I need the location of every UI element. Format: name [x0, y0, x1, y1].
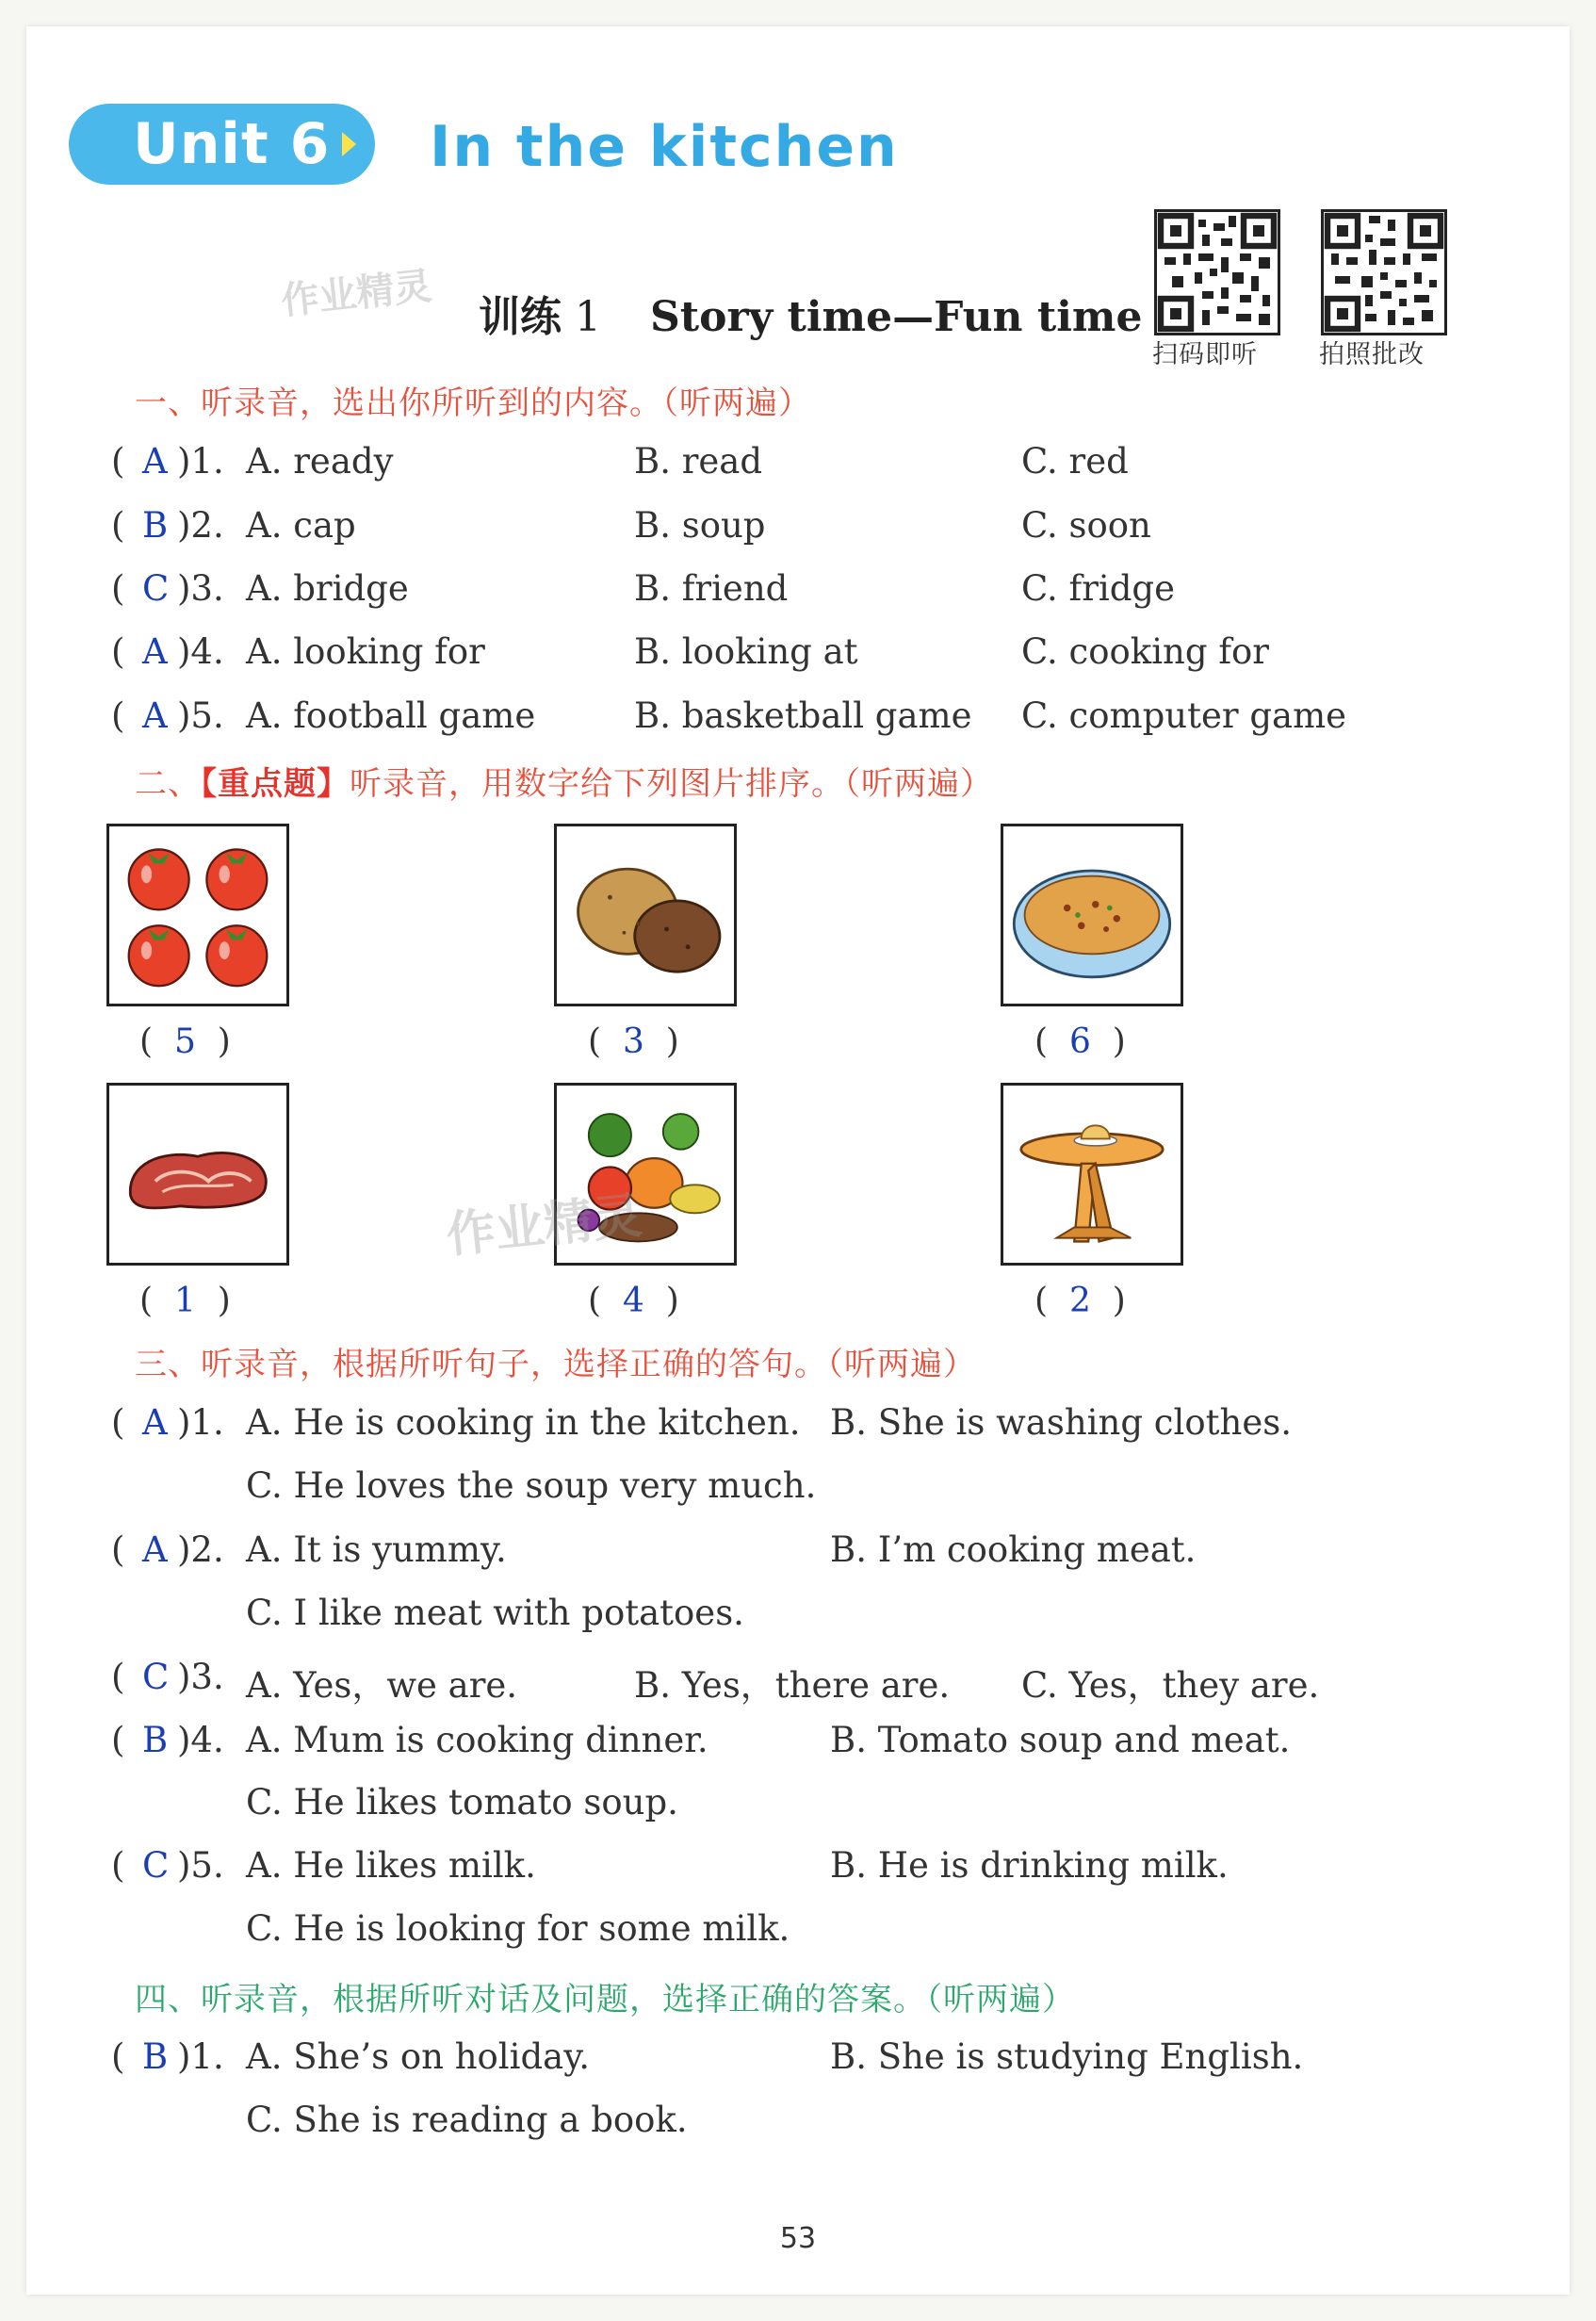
answer-mark: A — [142, 1529, 168, 1570]
option-a: A. He likes milk. — [246, 1845, 536, 1886]
unit-title: In the kitchen — [430, 114, 899, 180]
answer-mark: C — [142, 1845, 170, 1886]
open-paren: ( — [111, 1657, 125, 1697]
option-b: B. She is washing clothes. — [830, 1402, 1292, 1443]
answer-mark: C — [142, 568, 170, 609]
question-number: )5. — [177, 1845, 224, 1886]
qr-code-listen-icon[interactable] — [1154, 209, 1280, 335]
answer-mark: A — [142, 441, 168, 482]
option-b: B. Yes，there are. — [634, 1665, 951, 1706]
option-a: A. bridge — [246, 568, 409, 609]
option-c: C. He loves the soup very much. — [246, 1465, 817, 1506]
question-number: )4. — [177, 1720, 224, 1760]
option-c: C. red — [1021, 441, 1129, 482]
option-c: C. cooking for — [1021, 631, 1269, 672]
picture-order-label: ( 6 ) — [1034, 1022, 1126, 1061]
open-paren: ( — [111, 1720, 125, 1760]
qr-code-check-icon[interactable] — [1321, 209, 1447, 335]
open-paren: ( — [111, 1529, 125, 1570]
open-paren: ( — [111, 1845, 125, 1886]
option-a: A. football game — [246, 695, 536, 736]
open-paren: ( — [111, 568, 125, 609]
option-b: B. He is drinking milk. — [830, 1845, 1229, 1886]
option-b: B. I’m cooking meat. — [830, 1529, 1197, 1570]
section-2-prefix: 二、 — [135, 765, 201, 803]
answer-mark: 2 — [1068, 1282, 1091, 1320]
option-b: B. soup — [634, 505, 766, 546]
meat-picture — [106, 1083, 289, 1266]
page-number: 53 — [779, 2222, 817, 2255]
option-c: C. Yes，they are. — [1021, 1665, 1320, 1706]
section-1-title: 一、听录音，选出你所听到的内容。（听两遍） — [135, 384, 811, 422]
answer-mark: 5 — [173, 1022, 196, 1061]
training-subtitle: Story time—Fun time — [650, 293, 1143, 341]
option-b: B. looking at — [634, 631, 858, 672]
option-c: C. computer game — [1021, 695, 1347, 736]
section-3-title: 三、听录音，根据所听句子，选择正确的答句。（听两遍） — [135, 1346, 976, 1383]
option-c: C. fridge — [1021, 568, 1175, 609]
workbook-page — [26, 26, 1570, 2295]
soup-picture — [1001, 824, 1183, 1006]
question-number: )2. — [177, 505, 224, 546]
tomatoes-picture — [106, 824, 289, 1006]
option-a: A. It is yummy. — [246, 1529, 507, 1570]
picture-order-label: ( 2 ) — [1034, 1282, 1126, 1320]
answer-mark: 3 — [622, 1022, 644, 1061]
section-2-title — [135, 758, 993, 804]
answer-mark: 4 — [622, 1282, 644, 1320]
question-number: )4. — [177, 631, 224, 672]
answer-mark: B — [142, 2036, 169, 2077]
answer-mark: C — [142, 1657, 170, 1697]
option-a: A. Yes，we are. — [246, 1665, 518, 1706]
open-paren: ( — [111, 505, 125, 546]
open-paren: ( — [111, 695, 125, 736]
option-b: B. friend — [634, 568, 789, 609]
training-label: 训练 — [479, 293, 562, 341]
watermark: 作业精灵 — [444, 1187, 645, 1265]
key-question-tag: 【重点题】 — [201, 765, 350, 803]
qr-caption-listen: 扫码即听 — [1152, 340, 1258, 369]
open-paren: ( — [111, 2036, 125, 2077]
option-c: C. He likes tomato soup. — [246, 1782, 678, 1822]
option-a: A. cap — [246, 505, 356, 546]
section-2-instruction: 听录音，用数字给下列图片排序。（听两遍） — [350, 765, 993, 803]
option-b: B. Tomato soup and meat. — [830, 1720, 1291, 1760]
answer-mark: 6 — [1068, 1022, 1091, 1061]
table-picture — [1001, 1083, 1183, 1266]
answer-mark: B — [142, 505, 169, 546]
open-paren: ( — [111, 1402, 125, 1443]
unit-label: Unit 6 — [133, 111, 331, 177]
answer-mark: B — [142, 1720, 169, 1760]
option-a: A. Mum is cooking dinner. — [246, 1720, 708, 1760]
training-number: 1 — [575, 293, 601, 341]
answer-mark: 1 — [173, 1282, 196, 1320]
answer-mark: A — [142, 695, 168, 736]
potatoes-picture — [554, 824, 737, 1006]
unit-badge — [69, 104, 375, 185]
answer-mark: A — [142, 631, 168, 672]
picture-order-label: ( 4 ) — [588, 1282, 679, 1320]
question-number: )3. — [177, 1657, 224, 1697]
option-a: A. She’s on holiday. — [246, 2036, 590, 2077]
picture-order-label: ( 3 ) — [588, 1022, 679, 1061]
training-title — [479, 283, 1142, 343]
question-number: )1. — [177, 2036, 224, 2077]
arrow-icon — [342, 132, 356, 156]
option-c: C. I like meat with potatoes. — [246, 1593, 744, 1633]
qr-caption-check: 拍照批改 — [1319, 340, 1425, 369]
option-a: A. He is cooking in the kitchen. — [246, 1402, 801, 1443]
option-b: B. She is studying English. — [830, 2036, 1304, 2077]
option-b: B. basketball game — [634, 695, 972, 736]
option-b: B. read — [634, 441, 763, 482]
open-paren: ( — [111, 631, 125, 672]
watermark: 作业精灵 — [279, 264, 434, 324]
question-number: )3. — [177, 568, 224, 609]
option-a: A. ready — [246, 441, 394, 482]
section-4-title: 四、听录音，根据所听对话及问题，选择正确的答案。（听两遍） — [135, 1981, 1075, 2019]
option-c: C. soon — [1021, 505, 1151, 546]
question-number: )1. — [177, 441, 224, 482]
option-a: A. looking for — [246, 631, 485, 672]
question-number: )2. — [177, 1529, 224, 1570]
option-c: C. He is looking for some milk. — [246, 1908, 790, 1949]
open-paren: ( — [111, 441, 125, 482]
option-c: C. She is reading a book. — [246, 2100, 688, 2140]
question-number: )5. — [177, 695, 224, 736]
picture-order-label: ( 5 ) — [139, 1022, 231, 1061]
answer-mark: A — [142, 1402, 168, 1443]
question-number: )1. — [177, 1402, 224, 1443]
picture-order-label: ( 1 ) — [139, 1282, 231, 1320]
